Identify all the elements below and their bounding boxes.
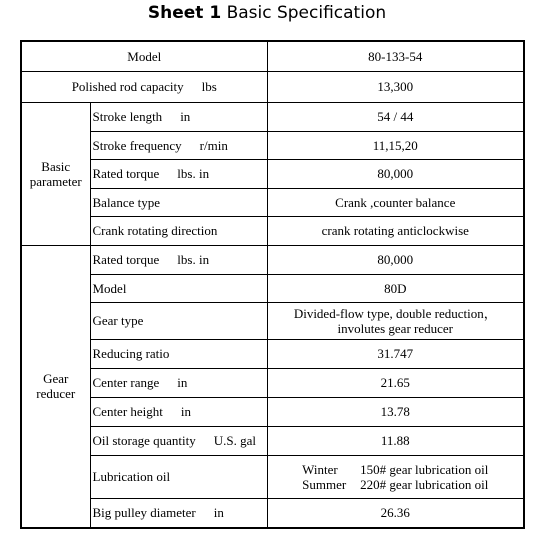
basic-group-line2: parameter xyxy=(29,173,82,189)
polished-rod-value: 13,300 xyxy=(267,71,524,102)
table-row xyxy=(21,41,524,71)
crank-direction-label: Crank rotating direction xyxy=(90,216,267,245)
gear-type-label: Gear type xyxy=(90,302,267,339)
stroke-length-label xyxy=(90,102,267,131)
center-range-unit: in xyxy=(177,375,188,390)
table-row xyxy=(21,455,524,498)
lubrication-winter-label: Winter xyxy=(302,461,338,477)
table-row xyxy=(21,188,524,216)
gear-reducer-group xyxy=(21,245,90,528)
table-row xyxy=(21,339,524,368)
stroke-frequency-label xyxy=(90,131,267,159)
table-row xyxy=(21,71,524,102)
stroke-length-text: Stroke length xyxy=(92,109,163,124)
table-row xyxy=(21,498,524,528)
gear-type-value xyxy=(267,302,524,339)
gear-type-line1: Divided-flow type, double reduction， xyxy=(293,305,497,321)
basic-rated-torque-value: 80,000 xyxy=(267,159,524,188)
table-row xyxy=(21,159,524,188)
center-range-label xyxy=(90,368,267,397)
pulley-diameter-value: 26.36 xyxy=(267,498,524,528)
table-row xyxy=(21,216,524,245)
table-row xyxy=(21,302,524,339)
model-value: 80-133-54 xyxy=(267,41,524,71)
gear-model-value: 80D xyxy=(267,274,524,302)
basic-rated-torque-unit: lbs. in xyxy=(177,166,210,181)
lubrication-summer-value: 220# gear lubrication oil xyxy=(360,476,489,492)
gear-type-line2: involutes gear reducer xyxy=(337,320,454,336)
table-row xyxy=(21,274,524,302)
center-range-value: 21.65 xyxy=(267,368,524,397)
table-row xyxy=(21,426,524,455)
stroke-length-unit: in xyxy=(180,109,191,124)
center-range-text: Center range xyxy=(92,375,160,390)
gear-rated-torque-label xyxy=(90,245,267,274)
oil-storage-value: 11.88 xyxy=(267,426,524,455)
gear-rated-torque-unit: lbs. in xyxy=(177,252,210,267)
gear-group-line1: Gear xyxy=(43,371,69,387)
sheet-title xyxy=(0,3,534,23)
oil-storage-unit: U.S. gal xyxy=(213,433,257,448)
spec-table xyxy=(20,40,525,529)
oil-storage-text: Oil storage quantity xyxy=(92,433,196,448)
lubrication-winter-line xyxy=(270,462,522,477)
basic-rated-torque-text: Rated torque xyxy=(92,166,160,181)
polished-rod-label xyxy=(21,71,267,102)
polished-rod-unit: lbs xyxy=(201,79,217,94)
crank-direction-value: crank rotating anticlockwise xyxy=(267,216,524,245)
basic-parameter-group xyxy=(21,102,90,245)
lubrication-oil-label: Lubrication oil xyxy=(90,455,267,498)
polished-rod-text: Polished rod capacity xyxy=(71,79,184,94)
pulley-diameter-label xyxy=(90,498,267,528)
center-height-unit: in xyxy=(180,404,192,419)
balance-type-label: Balance type xyxy=(90,188,267,216)
basic-group-line1: Basic xyxy=(41,158,71,174)
gear-rated-torque-value: 80,000 xyxy=(267,245,524,274)
lubrication-winter-value: 150# gear lubrication oil xyxy=(360,461,489,477)
reducing-ratio-label: Reducing ratio xyxy=(90,339,267,368)
lubrication-summer-label: Summer xyxy=(302,476,347,492)
table-row xyxy=(21,397,524,426)
table-row xyxy=(21,131,524,159)
table-row xyxy=(21,368,524,397)
center-height-text: Center height xyxy=(92,404,163,419)
table-row xyxy=(21,102,524,131)
center-height-label xyxy=(90,397,267,426)
reducing-ratio-value: 31.747 xyxy=(267,339,524,368)
stroke-frequency-text: Stroke frequency xyxy=(92,137,182,153)
gear-rated-torque-text: Rated torque xyxy=(92,252,160,267)
table-row xyxy=(21,245,524,274)
model-label: Model xyxy=(21,41,267,71)
balance-type-value: Crank ,counter balance xyxy=(267,188,524,216)
lubrication-summer-line xyxy=(270,477,522,492)
oil-storage-label xyxy=(90,426,267,455)
stroke-frequency-value: 11,15,20 xyxy=(267,131,524,159)
pulley-diameter-text: Big pulley diameter xyxy=(92,505,196,521)
sheet-title-text: Basic Specification xyxy=(226,3,387,23)
lubrication-oil-value xyxy=(267,455,524,498)
stroke-frequency-unit: r/min xyxy=(199,137,228,153)
gear-group-line2: reducer xyxy=(36,386,76,402)
basic-rated-torque-label xyxy=(90,159,267,188)
pulley-diameter-unit: in xyxy=(213,505,224,521)
gear-model-label: Model xyxy=(90,274,267,302)
sheet-number: Sheet 1 xyxy=(147,3,222,23)
stroke-length-value: 54 / 44 xyxy=(267,102,524,131)
center-height-value: 13.78 xyxy=(267,397,524,426)
